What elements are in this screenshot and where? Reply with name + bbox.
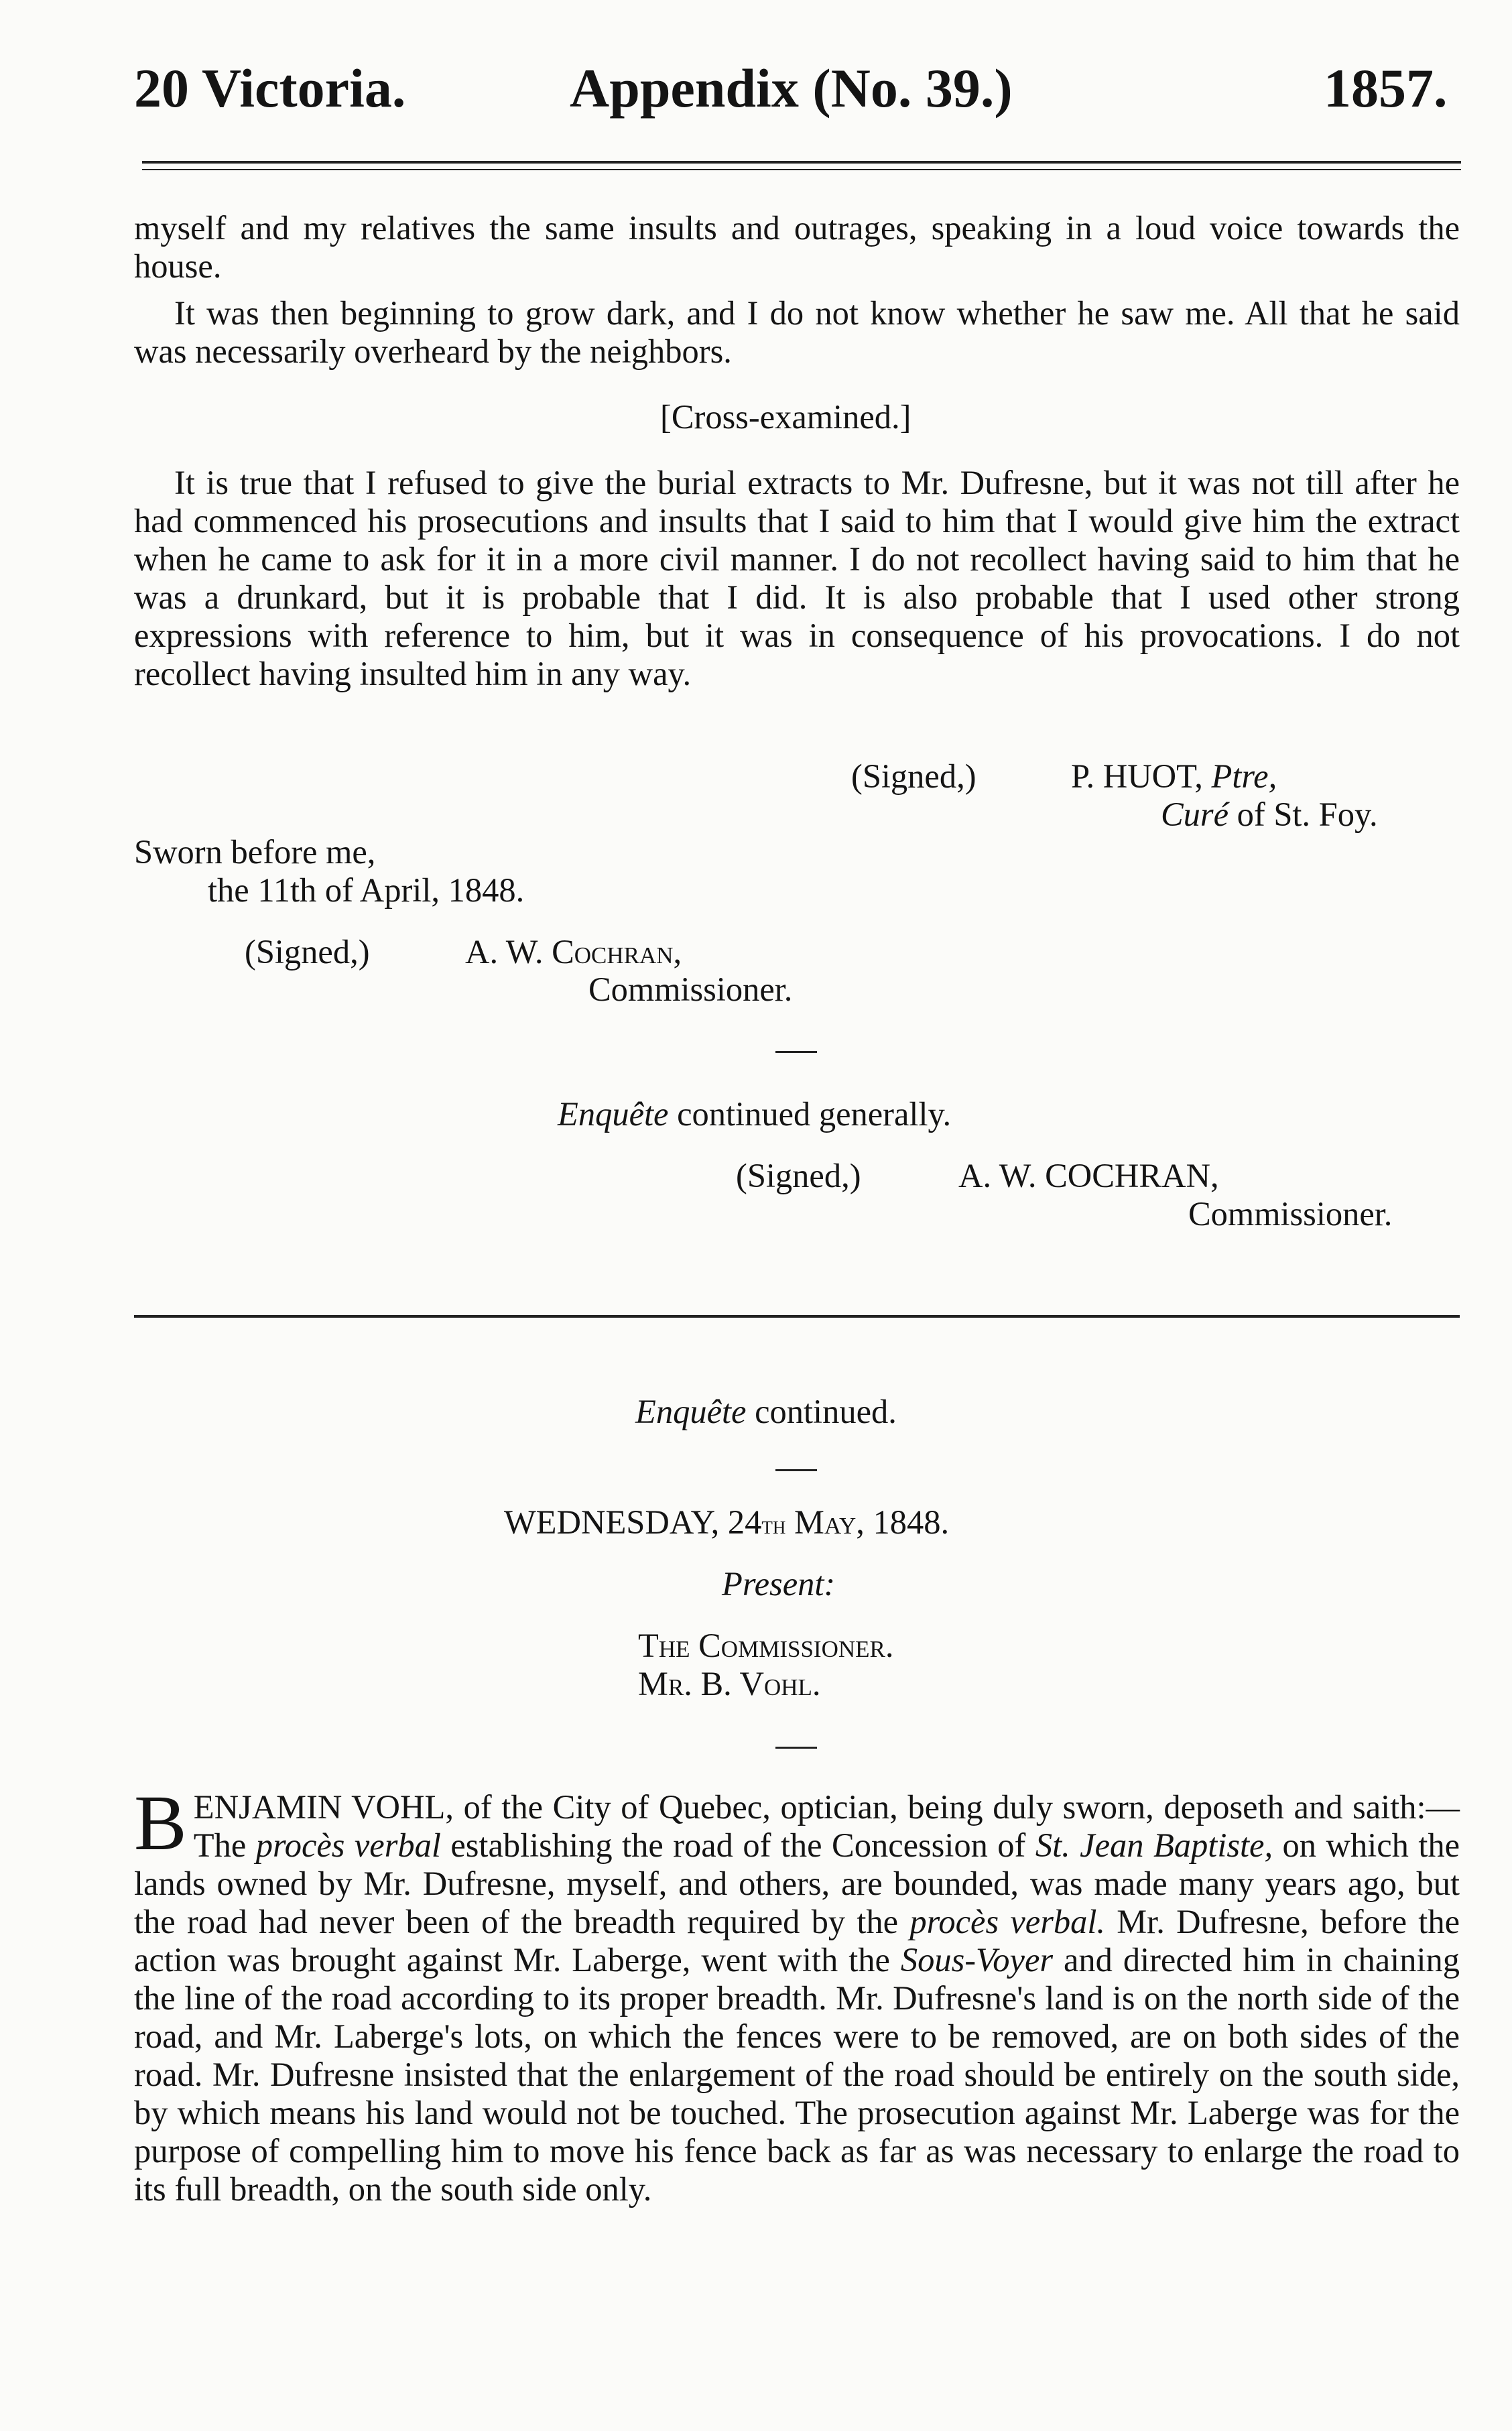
session-date <box>504 1503 949 1545</box>
paragraph-cross-examination-text: It is true that I refused to give the burial extracts to Mr. Dufresne, but it was not till after he had commenced his prosecutions and insults that I said to him that I would give him the extract when he came to ask for it in a more civil manner. I do not recollect having said to him that he was a drunkard, but it is probable that I did. It is also probable that I used other strong expressions with reference to him, but it was in consequence of his provocations. I do not recollect having insulted him in any way. <box>134 464 1460 692</box>
header-rule-top <box>142 161 1461 164</box>
signature-huot-cure: Curé <box>1161 796 1228 833</box>
deposition-italic-proces-verbal-1: procès verbal <box>255 1826 441 1864</box>
deposition-text-3: on which the lands owned by Mr. Dufresne, myself, and others, are bounded, was made many years ago, but the road had never been of the breadth required by the <box>134 1826 1460 1940</box>
signature-huot <box>1071 757 1277 796</box>
enquete-rest-1: continued generally. <box>677 1095 952 1133</box>
signed-label-cochran-2: (Signed,) <box>736 1157 861 1194</box>
deposition-italic-st-jean-baptiste: St. Jean Baptiste, <box>1035 1826 1273 1864</box>
present-heading <box>722 1565 835 1603</box>
paragraph-continuation: myself and my relatives the same insults and outrages, speaking in a loud voice towards the house. <box>134 209 1460 285</box>
running-head-left: 20 Victoria. <box>134 58 406 119</box>
running-head-year: 1857. <box>1324 58 1448 119</box>
deposition-text-4: Mr. Dufresne, before the action was brought against Mr. Laberge, went with the <box>134 1903 1460 1979</box>
present-commissioner: The Commissioner. <box>638 1627 894 1664</box>
section-dash-2 <box>775 1469 817 1471</box>
signed-label-cochran-1: (Signed,) <box>245 933 370 971</box>
signature-huot-name: P. HUOT, <box>1071 757 1203 795</box>
commissioner-title-1: Commissioner. <box>588 971 793 1008</box>
enquete-continued <box>635 1393 897 1431</box>
date-suffix: th <box>761 1511 786 1540</box>
sworn-line-1: Sworn before me, <box>134 833 376 871</box>
section-dash-3 <box>775 1747 817 1749</box>
deposition-italic-proces-verbal-2: procès verbal. <box>909 1903 1106 1940</box>
running-head-center: Appendix (No. 39.) <box>570 58 1013 119</box>
signature-huot-title: Ptre, <box>1211 757 1277 795</box>
signature-huot-parish <box>1161 796 1378 834</box>
deposition-vohl <box>134 1779 1460 2208</box>
signature-huot-place: of St. Foy. <box>1237 796 1378 833</box>
signed-label-huot: (Signed,) <box>851 757 976 795</box>
paragraph-dark <box>134 294 1460 371</box>
enquete-word-1: Enquête <box>558 1095 669 1133</box>
signature-cochran-2: A. W. COCHRAN, <box>958 1157 1219 1194</box>
section-dash-1 <box>775 1051 817 1053</box>
enquete-rest-2: continued. <box>755 1393 897 1430</box>
section-rule <box>134 1315 1460 1318</box>
paragraph-cross-examination <box>134 464 1460 693</box>
deposition-text-5: and directed him in chaining the line of the road according to its proper breadth. Mr. Dufresne's land is on the north side of the road, and Mr. Laberge's lots, on which the fences were to be removed, are on both sides of the road. Mr. Dufresne insisted that the enlargement of the road should be entirely on the south side, by which means his land would not be touched. The prosecution against Mr. Laberge was for the purpose of compelling him to move his fence back as far as was necessary to enlarge the road to its full breadth, on the south side only. <box>134 1941 1460 2208</box>
header-rule-bottom <box>142 169 1461 170</box>
present-label: Present: <box>722 1565 836 1603</box>
deposition-italic-sous-voyer: Sous-Voyer <box>900 1941 1054 1979</box>
date-month: May <box>794 1503 857 1541</box>
signature-cochran-1: A. W. Cochran, <box>465 933 682 971</box>
deposition-text-1: ENJAMIN VOHL, of the City of Quebec, optician, being duly sworn, deposeth and saith:—The <box>193 1788 1460 1864</box>
date-year: , 1848. <box>856 1503 950 1541</box>
deposition-text-2: establishing the road of the Concession of <box>450 1826 1026 1864</box>
cross-examined-heading: [Cross-examined.] <box>660 398 911 436</box>
enquete-continued-generally <box>558 1095 951 1133</box>
sworn-line-2: the 11th of April, 1848. <box>208 871 525 909</box>
date-day: WEDNESDAY, 24 <box>504 1503 762 1541</box>
drop-cap: B <box>134 1779 187 1867</box>
enquete-word-2: Enquête <box>635 1393 747 1430</box>
commissioner-title-2: Commissioner. <box>1188 1195 1393 1233</box>
paragraph-dark-text: It was then beginning to grow dark, and I do not know whether he saw me. All that he said was necessarily overheard by the neighbors. <box>134 294 1460 370</box>
present-vohl: Mr. B. Vohl. <box>638 1665 821 1702</box>
